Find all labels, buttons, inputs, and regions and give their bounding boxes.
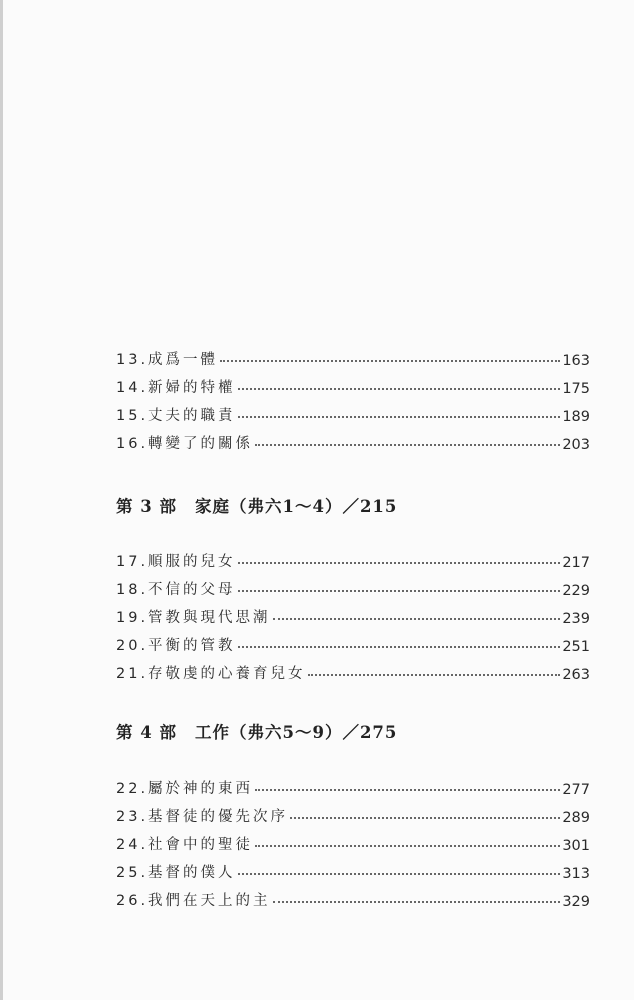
toc-entry xyxy=(116,543,590,571)
toc-entry xyxy=(116,882,590,910)
toc-entry-page: 313 xyxy=(562,866,590,882)
toc-entry-title: 13.成爲一體 xyxy=(116,352,219,368)
toc-entry xyxy=(116,854,590,882)
toc-entry xyxy=(116,798,590,826)
toc-entry xyxy=(116,627,590,655)
toc-entry-page: 263 xyxy=(562,667,590,683)
toc-entry xyxy=(116,425,590,453)
toc-entry-title: 24.社會中的聖徒 xyxy=(116,837,254,853)
toc-entry-page: 301 xyxy=(562,838,590,854)
toc-group-family xyxy=(116,543,590,683)
toc-leader-dots xyxy=(238,416,561,418)
toc-entry-page: 217 xyxy=(562,555,590,571)
toc-entry-page: 251 xyxy=(562,639,590,655)
part-3-heading xyxy=(116,493,397,517)
toc-leader-dots xyxy=(255,789,560,791)
toc-entry-title: 16.轉變了的關係 xyxy=(116,436,254,452)
page-edge xyxy=(0,0,3,1000)
toc-leader-dots xyxy=(238,873,561,875)
toc-entry-title: 26.我們在天上的主 xyxy=(116,893,271,909)
toc-entry-title: 19.管教與現代思潮 xyxy=(116,610,271,626)
toc-leader-dots xyxy=(290,817,560,819)
toc-entry-title: 23.基督徒的優先次序 xyxy=(116,809,289,825)
toc-group-work xyxy=(116,770,590,910)
toc-entry-title: 17.順服的兒女 xyxy=(116,554,236,570)
toc-entry-page: 277 xyxy=(562,782,590,798)
toc-entry-page: 163 xyxy=(562,353,590,369)
toc-group-marriage xyxy=(116,341,590,453)
toc-leader-dots xyxy=(238,590,561,592)
toc-entry-page: 229 xyxy=(562,583,590,599)
toc-entry xyxy=(116,341,590,369)
toc-leader-dots xyxy=(255,444,560,446)
part-4-label: 第 4 部 xyxy=(116,723,177,742)
toc-entry-page: 189 xyxy=(562,409,590,425)
toc-entry-title: 20.平衡的管教 xyxy=(116,638,236,654)
toc-entry xyxy=(116,770,590,798)
part-4-title: 工作（弗六5～9）／275 xyxy=(194,723,398,742)
toc-entry-title: 22.屬於神的東西 xyxy=(116,781,254,797)
toc-leader-dots xyxy=(238,562,561,564)
toc-leader-dots xyxy=(238,388,561,390)
toc-entry xyxy=(116,826,590,854)
toc-entry-page: 289 xyxy=(562,810,590,826)
part-3-label: 第 3 部 xyxy=(116,497,177,516)
toc-entry-title: 14.新婦的特權 xyxy=(116,380,236,396)
toc-entry-page: 175 xyxy=(562,381,590,397)
toc-leader-dots xyxy=(308,674,561,676)
toc-entry-title: 25.基督的僕人 xyxy=(116,865,236,881)
toc-entry xyxy=(116,397,590,425)
toc-entry xyxy=(116,369,590,397)
toc-leader-dots xyxy=(273,901,561,903)
toc-leader-dots xyxy=(255,845,560,847)
part-3-title: 家庭（弗六1～4）／215 xyxy=(194,497,398,516)
toc-entry-title: 15.丈夫的職責 xyxy=(116,408,236,424)
toc-entry xyxy=(116,599,590,627)
toc-entry-page: 329 xyxy=(562,894,590,910)
toc-entry xyxy=(116,655,590,683)
part-4-heading xyxy=(116,719,397,743)
toc-entry-title: 21.存敬虔的心養育兒女 xyxy=(116,666,306,682)
toc-leader-dots xyxy=(220,360,560,362)
toc-entry-page: 203 xyxy=(562,437,590,453)
toc-entry xyxy=(116,571,590,599)
toc-entry-page: 239 xyxy=(562,611,590,627)
toc-entry-title: 18.不信的父母 xyxy=(116,582,236,598)
toc-leader-dots xyxy=(273,618,561,620)
toc-leader-dots xyxy=(238,646,561,648)
